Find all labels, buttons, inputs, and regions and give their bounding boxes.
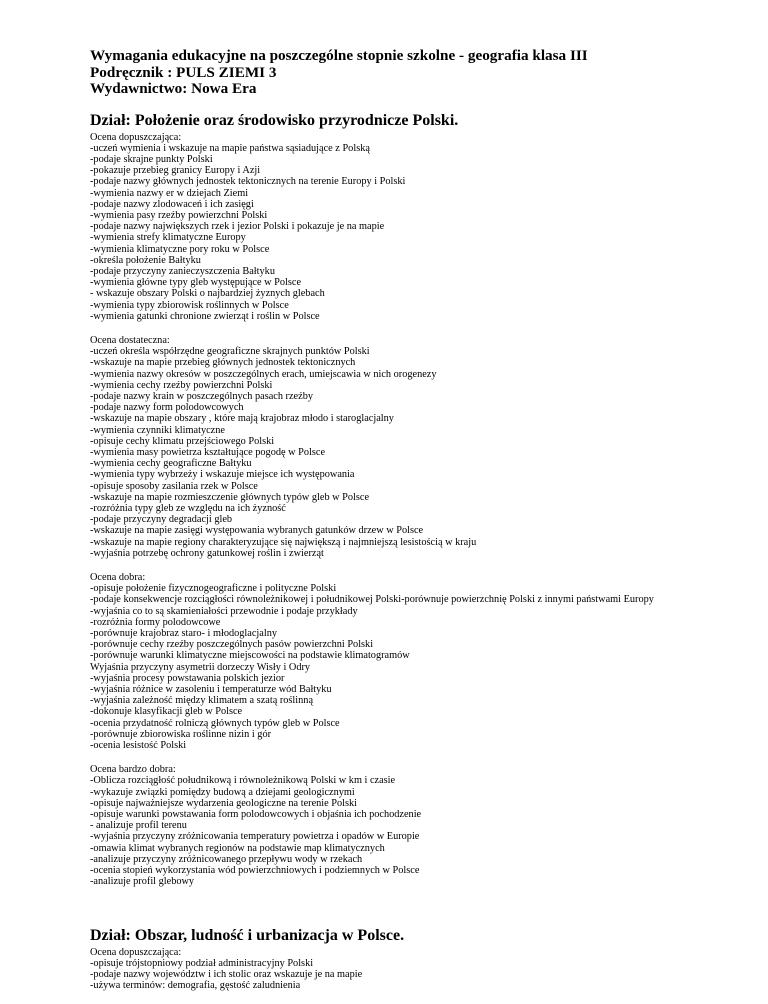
section-spacer — [90, 901, 740, 927]
requirement-item: -pokazuje przebieg granicy Europy i Azji — [90, 165, 261, 177]
grade-block — [90, 572, 740, 751]
requirement-item: -opisuje cechy klimatu przejściowego Polski — [90, 435, 275, 447]
header-textbook: Podręcznik : PULS ZIEMI 3 — [90, 63, 277, 81]
requirement-item: Wyjaśnia przyczyny asymetrii dorzeczy Wisły i Odry — [90, 661, 311, 673]
grade-label: Ocena dobra: — [90, 572, 146, 584]
requirement-item: -podaje skrajne punkty Polski — [90, 153, 213, 165]
requirement-item: -podaje nazwy form polodowcowych — [90, 402, 244, 414]
grade-block — [90, 947, 740, 992]
requirement-item: -używa terminów: demografia, gęstość zaludnienia — [90, 980, 301, 992]
requirement-item: -omawia klimat wybranych regionów na podstawie map klimatycznych — [90, 842, 385, 854]
requirement-item: -podaje nazwy największych rzek i jezior Polski i pokazuje je na mapie — [90, 221, 385, 233]
requirement-item: -ocenia przydatność rolniczą głównych typów gleb w Polsce — [90, 717, 340, 729]
requirement-item: -ocenia lesistość Polski — [90, 740, 187, 752]
sections-container — [90, 112, 740, 992]
document-page — [90, 48, 740, 1004]
grade-block — [90, 335, 740, 559]
requirement-item: -opisuje położenie fizycznogeograficzne i polityczne Polski — [90, 583, 337, 595]
requirement-item: -wymienia klimatyczne pory roku w Polsce — [90, 243, 270, 255]
requirement-item: -podaje konsekwencje rozciągłości równoleżnikowej i południkowej Polski-porównuje powierzchnię Polski z innymi państwami Europy — [90, 594, 654, 606]
requirement-item: -wymienia cechy rzeźby powierzchni Polski — [90, 379, 273, 391]
requirement-item: -wskazuje na mapie zasięgi występowania wybranych gatunków drzew w Polsce — [90, 525, 424, 537]
requirement-item: -wymienia masy powietrza kształtujące pogodę w Polsce — [90, 446, 326, 458]
grade-label: Ocena dopuszczająca: — [90, 946, 182, 958]
section-title: Dział: Obszar, ludność i urbanizacja w Polsce. — [90, 926, 405, 944]
requirement-item: -uczeń wymienia i wskazuje na mapie państwa sąsiadujące z Polską — [90, 142, 370, 154]
grade-label: Ocena dopuszczająca: — [90, 131, 182, 143]
requirement-item: -wyjaśnia potrzebę ochrony gatunkowej roślin i zwierząt — [90, 547, 324, 559]
requirement-item: -określa położenie Bałtyku — [90, 254, 201, 266]
requirement-item: -porównuje krajobraz staro- i młodoglacjalny — [90, 628, 277, 640]
requirement-item: -wyjaśnia przyczyny zróżnicowania temperatury powietrza i opadów w Europie — [90, 831, 420, 843]
grade-label: Ocena dostateczna: — [90, 334, 170, 346]
requirement-item: -dokonuje klasyfikacji gleb w Polsce — [90, 706, 243, 718]
requirement-item: -ocenia stopień wykorzystania wód powierzchniowych i podziemnych w Polsce — [90, 865, 420, 877]
requirement-item: -wyjaśnia zależność między klimatem a szatą roślinną — [90, 695, 314, 707]
requirement-item: -porównuje zbiorowiska roślinne nizin i gór — [90, 728, 272, 740]
requirement-item: -podaje nazwy krain w poszczególnych pasach rzeźby — [90, 390, 313, 402]
requirement-item: -wskazuje na mapie przebieg głównych jednostek tektonicznych — [90, 357, 356, 369]
requirement-item: -uczeń określa współrzędne geograficzne skrajnych punktów Polski — [90, 346, 370, 358]
requirement-item: -rozróżnia formy polodowcowe — [90, 616, 221, 628]
requirement-item: -wyjaśnia procesy powstawania polskich jezior — [90, 672, 285, 684]
requirement-item: -podaje przyczyny degradacji gleb — [90, 514, 233, 526]
header-publisher: Wydawnictwo: Nowa Era — [90, 80, 257, 97]
requirement-item: -wyjaśnia co to są skamieniałości przewodnie i podaje przykłady — [90, 605, 358, 617]
requirement-item: -Oblicza rozciągłość południkową i równoleżnikową Polski w km i czasie — [90, 775, 396, 787]
requirement-item: -wskazuje na mapie rozmieszczenie głównych typów gleb w Polsce — [90, 491, 370, 503]
requirement-item: -opisuje warunki powstawania form polodowcowych i objaśnia ich pochodzenie — [90, 809, 422, 821]
requirement-item: -wymienia pasy rzeźby powierzchni Polski — [90, 209, 268, 221]
requirement-item: -wymienia główne typy gleb występujące w Polsce — [90, 277, 302, 289]
grade-label: Ocena bardzo dobra: — [90, 764, 176, 776]
requirement-item: -wymienia typy wybrzeży i wskazuje miejsce ich występowania — [90, 469, 355, 481]
requirement-item: -podaje nazwy województw i ich stolic oraz wskazuje je na mapie — [90, 968, 363, 980]
requirement-item: - wskazuje obszary Polski o najbardziej żyznych glebach — [90, 288, 325, 300]
requirement-item: -wskazuje na mapie obszary , które mają krajobraz młodo i staroglacjalny — [90, 413, 394, 425]
requirement-item: -analizuje przyczyny zróżnicowanego przepływu wody w rzekach — [90, 853, 363, 865]
section — [90, 927, 740, 992]
requirement-item: -wskazuje na mapie regiony charakteryzujące się największą i najmniejszą lesistością w kraju — [90, 536, 477, 548]
requirement-item: -porównuje cechy rzeźby poszczególnych pasów powierzchni Polski — [90, 639, 374, 651]
grade-block — [90, 764, 740, 887]
document-header — [90, 48, 740, 98]
requirement-item: -podaje przyczyny zanieczyszczenia Bałtyku — [90, 265, 275, 277]
requirement-item: -wymienia nazwy er w dziejach Ziemi — [90, 187, 249, 199]
grade-block — [90, 132, 740, 322]
requirement-item: -opisuje trójstopniowy podział administracyjny Polski — [90, 957, 314, 969]
requirement-item: -opisuje najważniejsze wydarzenia geologiczne na terenie Polski — [90, 797, 358, 809]
header-title: Wymagania edukacyjne na poszczególne stopnie szkolne - geografia klasa III — [90, 47, 588, 64]
requirement-item: -wyjaśnia różnice w zasoleniu i temperaturze wód Bałtyku — [90, 684, 332, 696]
section — [90, 112, 740, 888]
requirement-item: -podaje nazwy zlodowaceń i ich zasięgi — [90, 198, 254, 210]
requirement-item: -opisuje sposoby zasilania rzek w Polsce — [90, 480, 258, 492]
requirement-item: -wymienia cechy geograficzne Bałtyku — [90, 458, 252, 470]
requirement-item: -wymienia nazwy okresów w poszczególnych erach, umiejscawia w nich orogenezy — [90, 368, 437, 380]
requirement-item: - analizuje profil terenu — [90, 820, 187, 832]
section-title: Dział: Położenie oraz środowisko przyrodnicze Polski. — [90, 111, 459, 129]
requirement-item: -analizuje profil glebowy — [90, 876, 195, 888]
requirement-item: -wymienia czynniki klimatyczne — [90, 424, 225, 436]
requirement-item: -wymienia strefy klimatyczne Europy — [90, 232, 246, 244]
requirement-item: -wymienia gatunki chronione zwierząt i roślin w Polsce — [90, 310, 320, 322]
requirement-item: -rozróżnia typy gleb ze względu na ich żyzność — [90, 503, 286, 514]
requirement-item: -podaje nazwy głównych jednostek tektonicznych na terenie Europy i Polski — [90, 176, 406, 188]
requirement-item: -wymienia typy zbiorowisk roślinnych w Polsce — [90, 299, 289, 311]
requirement-item: -porównuje warunki klimatyczne miejscowości na podstawie klimatogramów — [90, 650, 410, 662]
requirement-item: -wykazuje związki pomiędzy budową a dziejami geologicznymi — [90, 786, 355, 798]
